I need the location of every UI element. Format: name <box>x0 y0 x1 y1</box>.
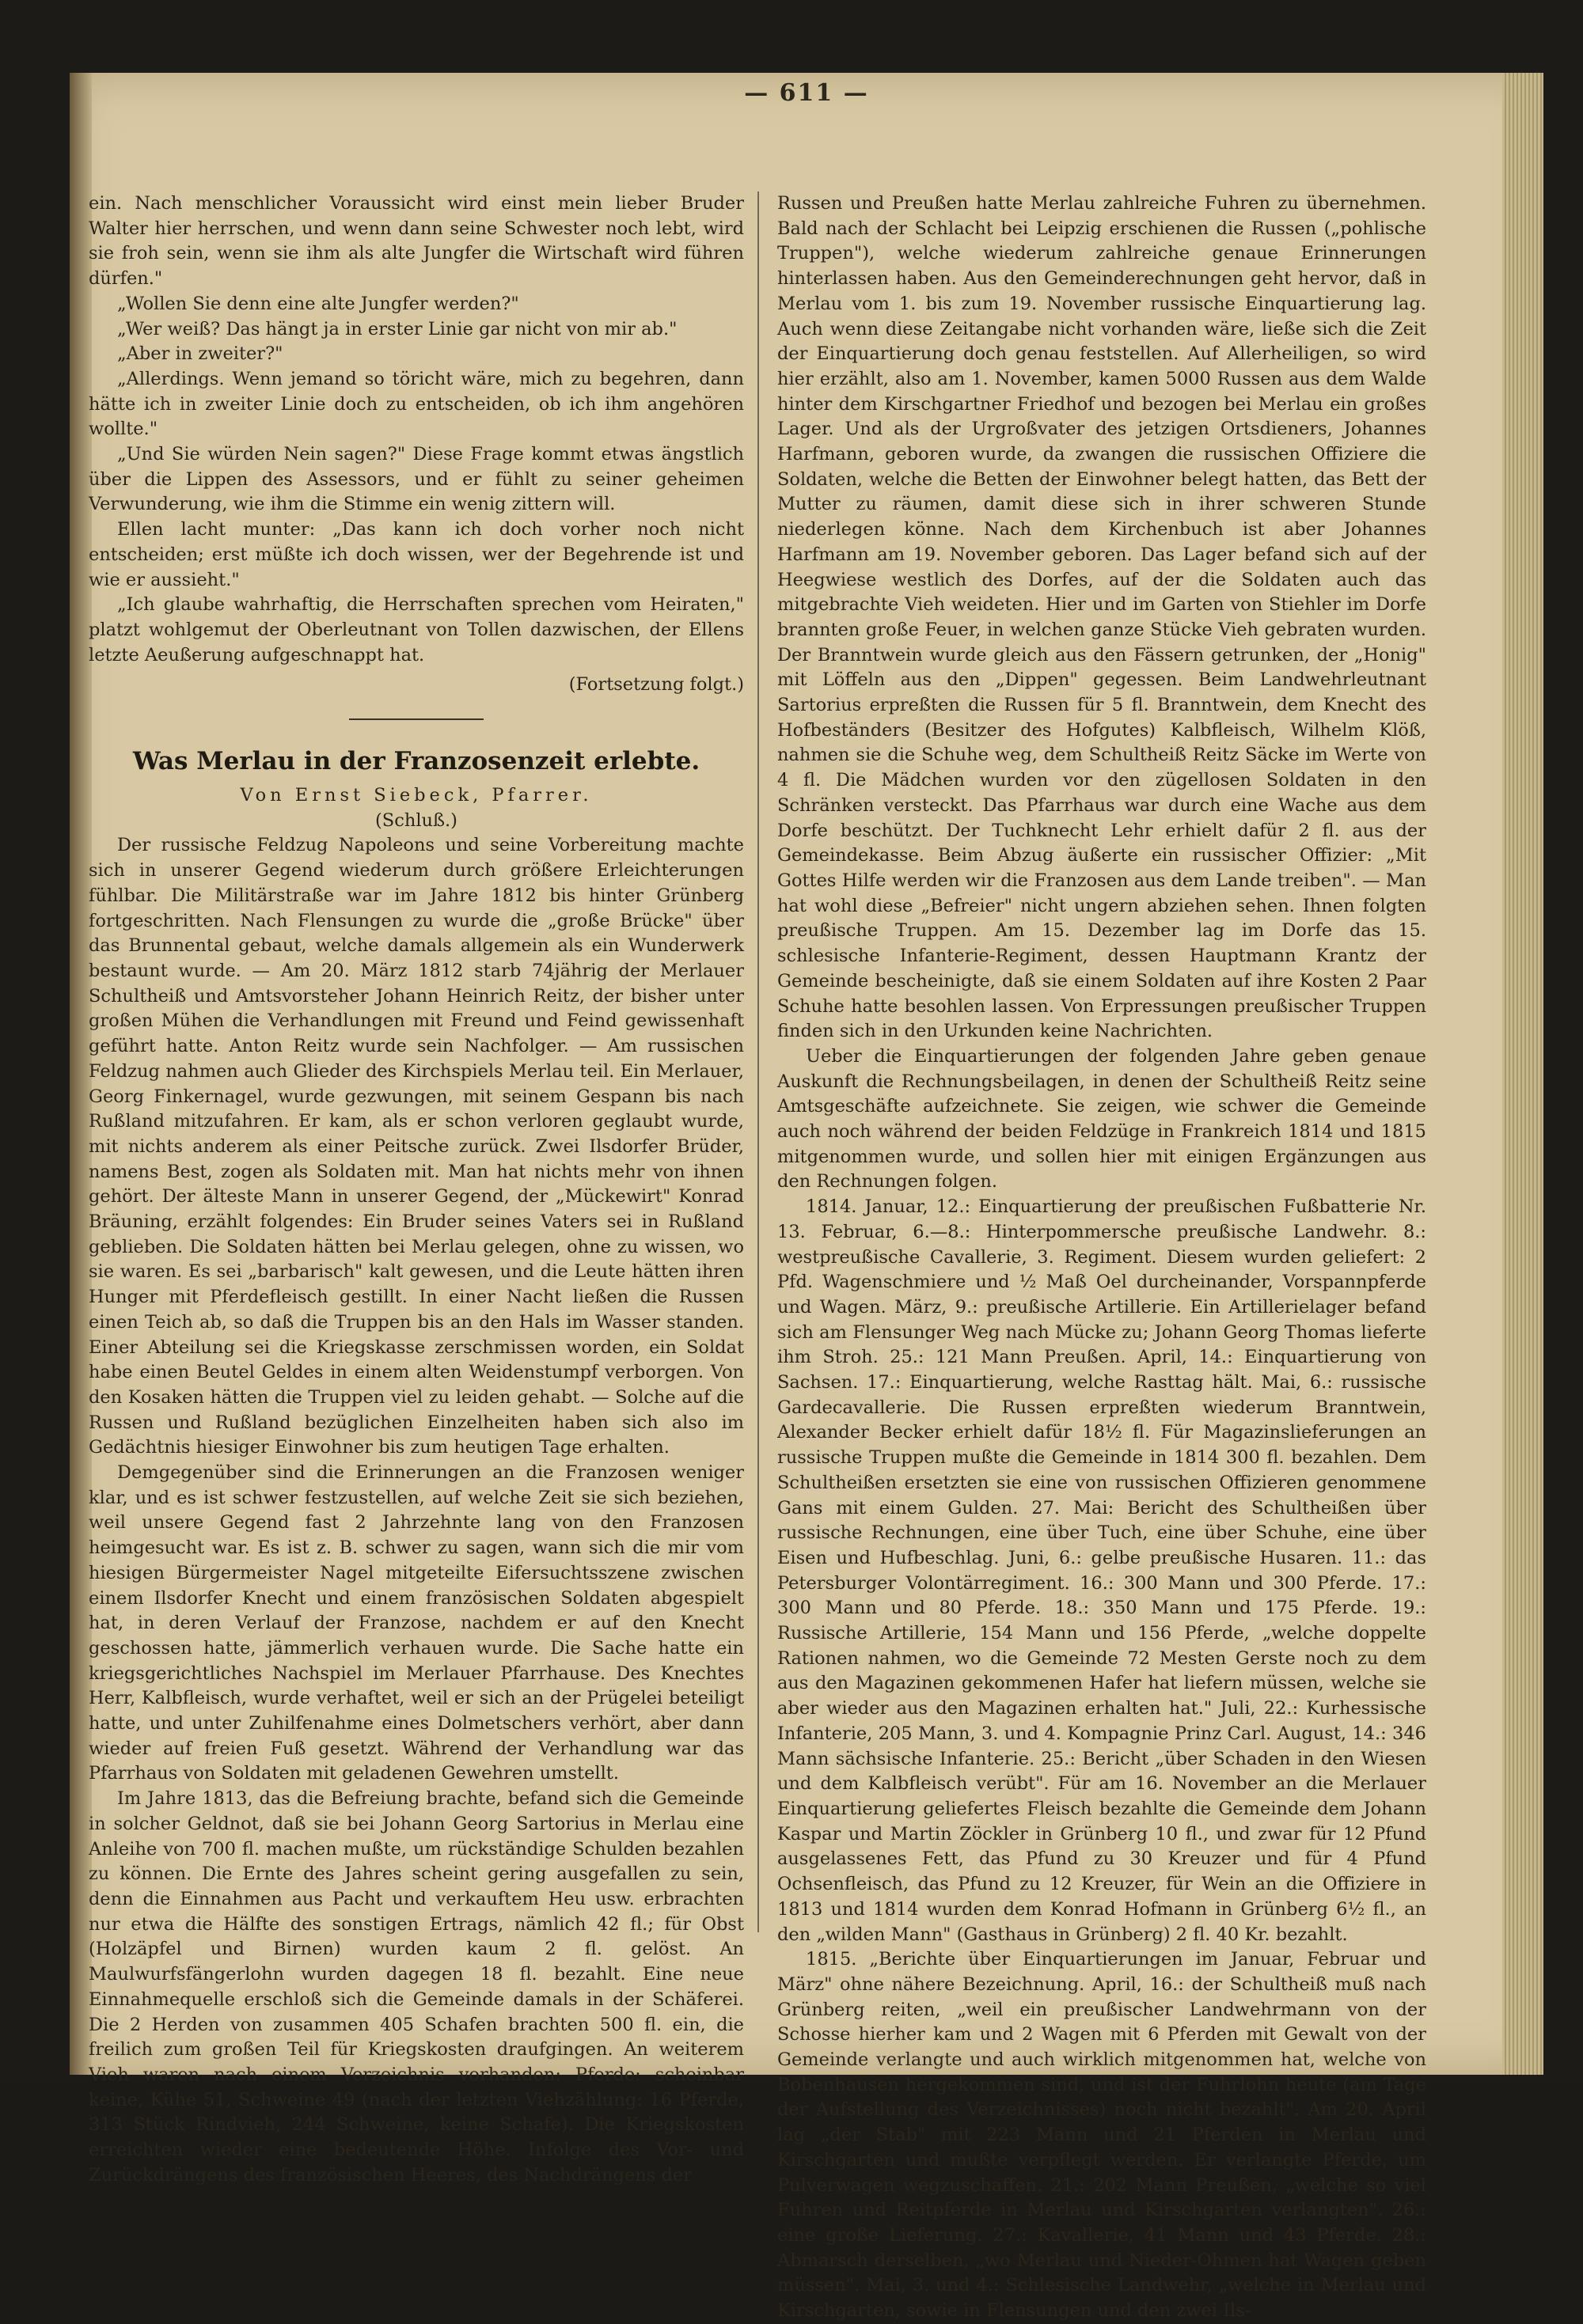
right-column <box>777 191 1426 2324</box>
page-number: — 611 — <box>744 79 869 107</box>
story-paragraph: „Wollen Sie denn eine alte Jungfer werden?" <box>117 293 519 314</box>
conclusion-marker: (Schluß.) <box>375 809 457 831</box>
story-paragraph: „Wer weiß? Das hängt ja in erster Linie gar nicht von mir ab." <box>117 318 678 339</box>
article-paragraph: Ueber die Einquartierungen der folgenden Jahre geben genaue Auskunft die Rechnungsbeilagen, in denen der Schultheiß Reitz seine Amtsgeschäfte aufzeichnete. Sie zeigen, wie schwer die Gemeinde auch noch während der beiden Feldzüge in Frankreich 1814 und 1815 mitgenommen wurde, und sollen hier mit einigen Ergänzungen aus den Rechnungen folgen. <box>777 1045 1426 1192</box>
article-byline: Von Ernst Siebeck, Pfarrer. <box>240 785 593 806</box>
left-column <box>89 191 744 2188</box>
article-paragraph: Der russische Feldzug Napoleons und seine Vorbereitung machte sich in unserer Gegend wiederum durch größere Erleichterungen fühlbar. Die Militärstraße war im Jahre 1812 bis hinter Grünberg fortgeschritten. Nach Flensungen zu wurde die „große Brücke" über das Brunnental gebaut, welche damals allgemein als ein Wunderwerk bestaunt wurde. — Am 20. März 1812 starb 74jährig der Merlauer Schultheiß und Amtsvorsteher Johann Heinrich Reitz, der bisher unter großen Mühen die Verhandlungen mit Freund und Feind gewissenhaft geführt hatte. Anton Reitz wurde sein Nachfolger. — Am russischen Feldzug nahmen auch Glieder des Kirchspiels Merlau teil. Ein Merlauer, Georg Finkernagel, wurde gezwungen, mit seinem Gespann bis nach Rußland mitzufahren. Er kam, als er schon verloren geglaubt wurde, mit nichts anderem als einer Peitsche zurück. Zwei Ilsdorfer Brüder, namens Best, zogen als Soldaten mit. Man hat nichts mehr von ihnen gehört. Der älteste Mann in unserer Gegend, der „Mückewirt" Konrad Bräuning, erzählt folgendes: Ein Bruder seines Vaters sei in Rußland geblieben. Die Soldaten hätten bei Merlau gelegen, ohne zu wissen, wo sie waren. Es sei „barbarisch" kalt gewesen, und die Leute hätten ihren Hunger mit Pferdefleisch gestillt. In einer Nacht ließen die Russen einen Teich ab, so daß die Truppen bis an den Hals im Wasser standen. Einer Abteilung sei die Kriegskasse zerschmissen worden, ein Soldat habe einen Beutel Geldes in einem alten Weidenstumpf verborgen. Von den Kosaken hätten die Truppen viel zu leiden gehabt. — Solche auf die Russen und Rußland bezüglichen Einzelheiten haben sich also im Gedächtnis hiesiger Einwohner bis zum heutigen Tage erhalten. <box>89 835 744 1458</box>
article-paragraph: Russen und Preußen hatte Merlau zahlreiche Fuhren zu übernehmen. Bald nach der Schlacht bei Leipzig erschienen die Russen („pohlische Truppen"), welche wiederum zahlreiche genaue Erinnerungen hinterlassen haben. Aus den Gemeinderechnungen geht hervor, daß in Merlau vom 1. bis zum 19. November russische Einquartierung lag. Auch wenn diese Zeitangabe nicht vorhanden wäre, ließe sich die Zeit der Einquartierung doch genau feststellen. Auf Allerheiligen, so wird hier erzählt, also am 1. November, kamen 5000 Russen aus dem Walde hinter dem Kirschgartner Friedhof und bezogen bei Merlau ein großes Lager. Und als der Urgroßvater des jetzigen Ortsdieners, Johannes Harfmann, geboren wurde, da zwangen die russischen Offiziere die Soldaten, welche die Betten der Einwohner belegt hatten, das Bett der Mutter zu räumen, damit diese sich in ihrer schweren Stunde niederlegen könne. Nach dem Kirchenbuch ist aber Johannes Harfmann am 19. November geboren. Das Lager befand sich auf der Heegwiese westlich des Dorfes, auf der die Soldaten auch das mitgebrachte Vieh weideten. Hier und im Garten von Stiehler im Dorfe brannten große Feuer, in welchen ganze Stücke Vieh gebraten wurden. Der Branntwein wurde gleich aus den Fässern getrunken, der „Honig" mit Löffeln aus den „Dippen" gegessen. Beim Landwehrleutnant Sartorius erpreßten die Russen für 5 fl. Branntwein, dem Knecht des Hofbeständers (Besitzer des Hofgutes) Kalbfleisch, Wilhelm Klöß, nahmen sie die Schuhe weg, dem Schultheiß Reitz Säcke im Werte von 4 fl. Die Mädchen wurden vor den zügellosen Soldaten in den Schränken versteckt. Das Pfarrhaus war durch eine Wache aus dem Dorfe beschützt. Der Tuchknecht Lehr erhielt dafür 2 fl. aus der Gemeindekasse. Beim Abzug äußerte ein russischer Offizier: „Mit Gottes Hilfe werden wir die Franzosen aus dem Lande treiben". — Man hat wohl diese „Befreier" nicht ungern abziehen sehen. Ihnen folgten preußische Truppen. Am 15. Dezember lag im Dorfe das 15. schlesische Infanterie-Regiment, dessen Hauptmann Krantz der Gemeinde bescheinigte, daß sie einem Soldaten auf ihre Kosten 2 Paar Schuhe hatte besohlen lassen. Von Erpressungen preußischer Truppen finden sich in den Urkunden keine Nachrichten. <box>777 193 1426 1042</box>
section-divider <box>349 718 484 720</box>
article-paragraph: Demgegenüber sind die Erinnerungen an die Franzosen weniger klar, und es ist schwer festzustellen, auf welche Zeit sie sich beziehen, weil unsere Gegend fast 2 Jahrzehnte lang von den Franzosen heimgesucht war. Es ist z. B. schwer zu sagen, wann sich die mir vom hiesigen Bürgermeister Nagel mitgeteilte Eifersuchtsszene zwischen einem Ilsdorfer Knecht und einem französischen Soldaten abgespielt hat, in deren Verlauf der Franzose, nachdem er auf den Knecht geschossen hatte, jämmerlich verhauen wurde. Die Sache hatte ein kriegsgerichtliches Nachspiel im Merlauer Pfarrhause. Des Knechtes Herr, Kalbfleisch, wurde verhaftet, weil er sich an der Prügelei beteiligt hatte, und unter Zuhilfenahme eines Dolmetschers verhört, aber dann wieder auf freien Fuß gesetzt. Während der Verhandlung war das Pfarrhaus von Soldaten mit geladenen Gewehren umstellt. <box>89 1462 744 1784</box>
article-paragraph: Im Jahre 1813, das die Befreiung brachte, befand sich die Gemeinde in solcher Geldnot, daß sie bei Johann Georg Sartorius in Merlau eine Anleihe von 700 fl. machen mußte, um rückständige Schulden bezahlen zu können. Die Ernte des Jahres scheint gering ausgefallen zu sein, denn die Einnahmen aus Pacht und verkauftem Heu usw. erbrachten nur etwa die Hälfte des sonstigen Ertrags, nämlich 42 fl.; für Obst (Holzäpfel und Birnen) wurden kaum 2 fl. gelöst. An Maulwurfsfängerlohn wurden dagegen 18 fl. bezahlt. Eine neue Einnahmequelle erschloß sich die Gemeinde damals in der Schäferei. Die 2 Herden von zusammen 405 Schafen brachten 500 fl. ein, die freilich zum großen Teil für Kriegskosten draufgingen. An weiterem Vieh waren nach einem Verzeichnis vorhanden: Pferde: scheinbar keine, Kühe 51, Schweine 49 (nach der letzten Viehzählung: 16 Pferde, 313 Stück Rindvieh, 244 Schweine, keine Schafe). Die Kriegskosten erreichten wieder eine bedeutende Höhe. Infolge des Vor- und Zurückdrängens des französischen Heeres, des Nachdrängens der <box>89 1788 744 2186</box>
story-paragraph: Ellen lacht munter: „Das kann ich doch vorher noch nicht entscheiden; erst müßte ich doch wissen, wer der Begehrende ist und wie er aussieht." <box>89 519 744 590</box>
article-title: Was Merlau in der Franzosenzeit erlebte. <box>132 747 700 776</box>
story-paragraph: „Allerdings. Wenn jemand so töricht wäre, mich zu begehren, dann hätte ich in zweiter Linie doch zu entscheiden, ob ich ihm angehören wollte." <box>89 368 744 440</box>
story-paragraph: „Und Sie würden Nein sagen?" Diese Frage kommt etwas ängstlich über die Lippen des Assessors, und er fühlt zu seiner geheimen Verwunderung, wie ihm die Stimme ein wenig zittern will. <box>89 444 744 515</box>
continuation-note: (Fortsetzung folgt.) <box>568 674 744 696</box>
story-paragraph: ein. Nach menschlicher Voraussicht wird einst mein lieber Bruder Walter hier herrschen, und wenn dann seine Schwester noch lebt, wird sie froh sein, wenn sie ihm als alte Jungfer die Wirtschaft wird führen dürfen." <box>89 193 744 290</box>
story-paragraph: „Aber in zweiter?" <box>117 343 283 365</box>
column-divider <box>757 191 759 1932</box>
story-paragraph: „Ich glaube wahrhaftig, die Herrschaften sprechen vom Heiraten," platzt wohlgemut der Oberleutnant von Tollen dazwischen, der Ellens letzte Aeußerung aufgeschnappt hat. <box>89 594 744 665</box>
page-edges <box>1502 73 1543 2075</box>
article-paragraph: 1815. „Berichte über Einquartierungen im Januar, Februar und März" ohne nähere Bezeichnung. April, 16.: der Schultheiß muß nach Grünberg reiten, „weil ein preußischer Landwehrmann von der Schosse hierher kam und 2 Wagen mit 6 Pferden mit Gewalt von der Gemeinde verlangte und auch wirklich mitgenommen hat, welche von Bobenhausen hergekommen sind, und ist der Fuhrlohn heute (am Tage der Aufstellung des Verzeichnisses) noch nicht bezahlt". Am 20. April lag „der Stab" mit 223 Mann und 21 Pferden in Merlau und Kirschgarten und mußte verpflegt werden. Er verlangte Pferde, um Pulverwagen wegzuschaffen. 21.: 202 Mann Preußen, „welche so viel Fuhren und Reitpferde in Merlau und Kirschgarten verlangten". 26.: eine große Lieferung. 27.: Kavallerie, 41 Mann und 43 Pferde. 28.: Abmarsch derselben, „wo Merlau und Nieder-Ohmen hat Wagen geben müssen". Mai, 3. und 4.: Schlesische Landwehr, „welche in Merlau und Kirschgarten, sowie in Flensungen und den zwei Ils- <box>777 1949 1426 2322</box>
article-paragraph: 1814. Januar, 12.: Einquartierung der preußischen Fußbatterie Nr. 13. Februar, 6.—8.: Hinterpommersche preußische Landwehr. 8.: westpreußische Cavallerie, 3. Regiment. Diesem wurden geliefert: 2 Pfd. Wagenschmiere und ½ Maß Oel durcheinander, Vorspannpferde und Wagen. März, 9.: preußische Artillerie. Ein Artillerielager befand sich am Flensunger Weg nach Mücke zu; Johann Georg Thomas lieferte ihm Stroh. 25.: 121 Mann Preußen. April, 14.: Einquartierung von Sachsen. 17.: Einquartierung, welche Rasttag hält. Mai, 6.: russische Gardecavallerie. Die Russen erpreßten wiederum Branntwein, Alexander Becker erhielt dafür 18½ fl. Für Magazinslieferungen an russische Truppen mußte die Gemeinde in 1814 300 fl. bezahlen. Dem Schultheißen ersetzten sie eine von russischen Offizieren genommene Gans mit einem Gulden. 27. Mai: Bericht des Schultheißen über russische Rechnungen, eine über Tuch, eine über Schuhe, eine über Eisen und Hufbeschlag. Juni, 6.: gelbe preußische Husaren. 11.: das Petersburger Volontärregiment. 16.: 300 Mann und 300 Pferde. 17.: 300 Mann und 80 Pferde. 18.: 350 Mann und 175 Pferde. 19.: Russische Artillerie, 154 Mann und 156 Pferde, „welche doppelte Rationen nahmen, wo die Gemeinde 72 Mesten Gerste noch zu dem aus den Magazinen gekommenen Hafer hat liefern müssen, welche sie aber wieder aus den Magazinen erhalten hat." Juli, 22.: Kurhessische Infanterie, 205 Mann, 3. und 4. Kompagnie Prinz Carl. August, 14.: 346 Mann sächsische Infanterie. 25.: Bericht „über Schaden in den Wiesen und dem Kalbfleisch verübt". Für am 16. November an die Merlauer Einquartierung geliefertes Fleisch bezahlte die Gemeinde dem Johann Kaspar und Martin Zöckler in Grünberg 10 fl., und zwar für 12 Pfund ausgelassenes Fett, das Pfund zu 30 Kreuzer und für 4 Pfund Ochsenfleisch, das Pfund zu 12 Kreuzer, für Wein an die Offiziere in 1813 und 1814 wurden dem Konrad Hofmann in Grünberg 6½ fl., an den „wilden Mann" (Gasthaus in Grünberg) 2 fl. 40 Kr. bezahlt. <box>777 1196 1426 1945</box>
